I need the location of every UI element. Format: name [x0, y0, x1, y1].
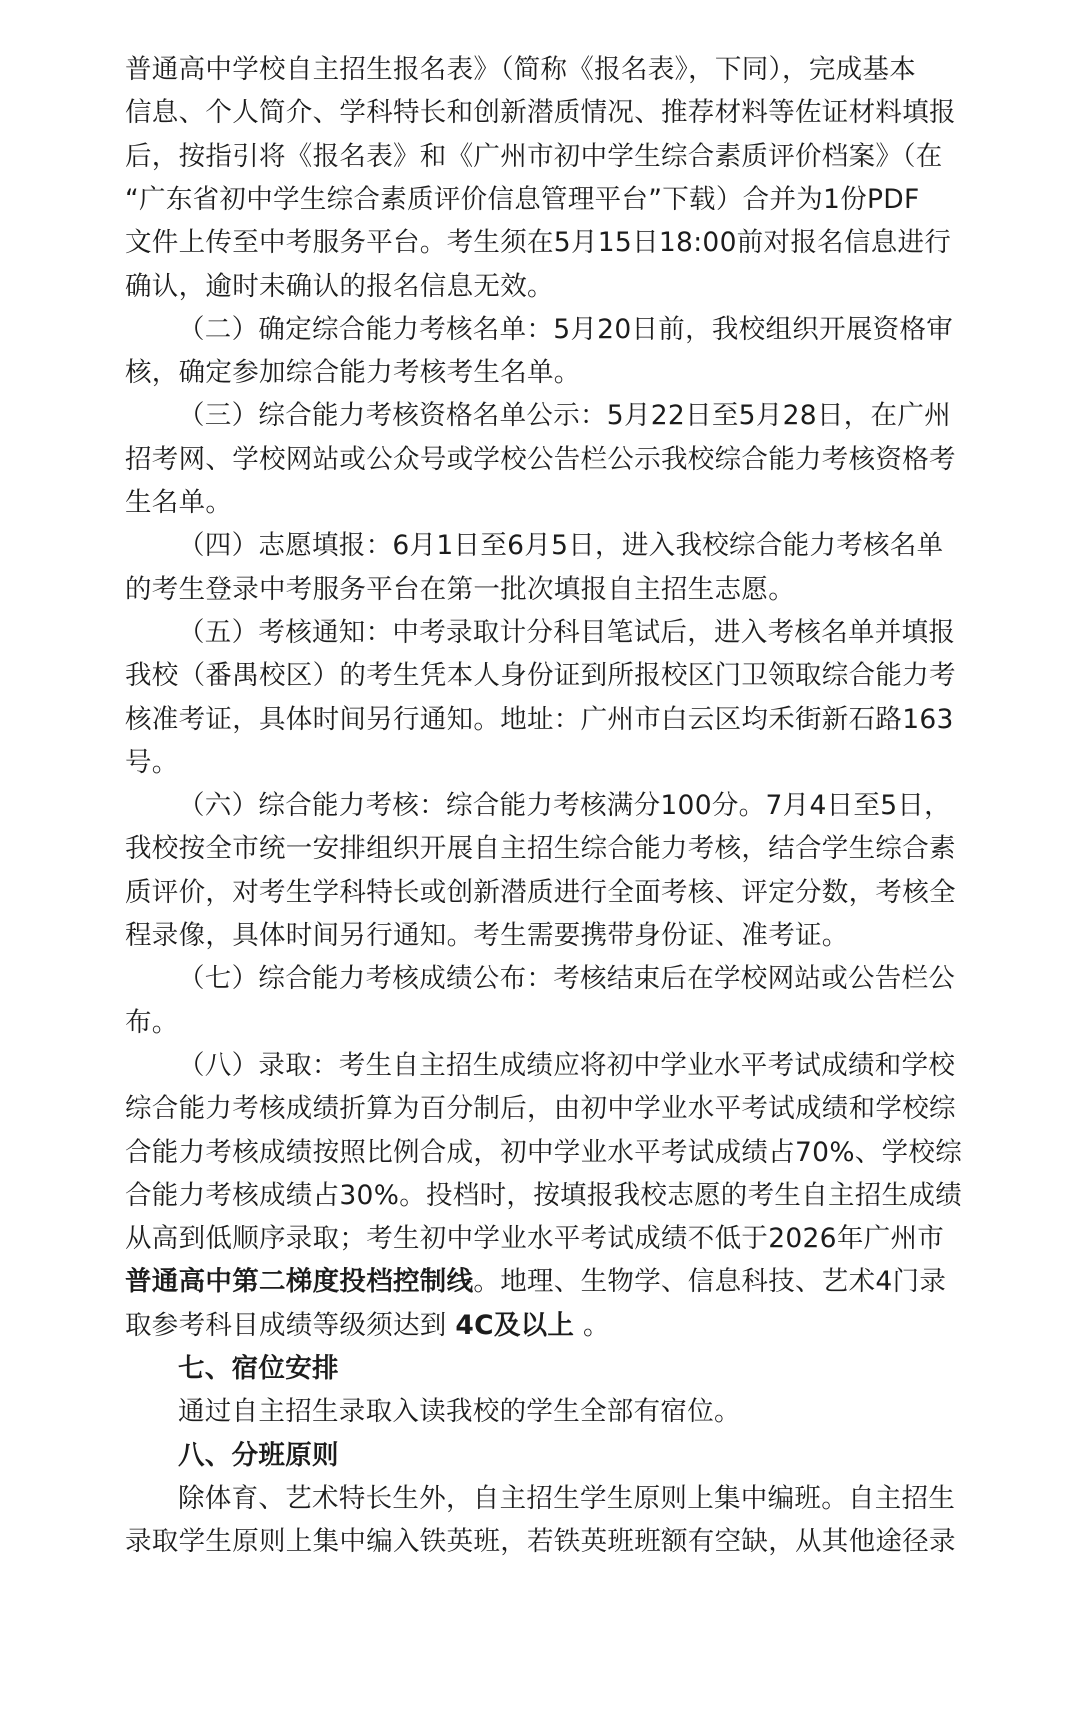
text-line [125, 652, 956, 700]
text-run: 录取学生原则上集中编入铁英班，若铁英班班额有空缺，从其他途径录 [125, 1526, 956, 1558]
text-line [125, 1215, 944, 1263]
text-run: 通过自主招生录取入读我校的学生全部有宿位。 [178, 1396, 741, 1428]
text-line [125, 739, 179, 787]
text-line [125, 263, 554, 311]
text-line [178, 1388, 741, 1436]
text-line [178, 1042, 955, 1090]
text-line [178, 782, 951, 830]
text-run: 生名单。 [125, 487, 233, 518]
text-run: 综合能力考核成绩折算为百分制后，由初中学业水平考试成绩和学校综 [125, 1093, 956, 1125]
text-line [125, 89, 956, 137]
text-run: 后，按指引将《报名表》和《广州市初中学生综合素质评价档案》（在 [125, 140, 943, 172]
section-heading [178, 1345, 339, 1393]
text-line [125, 46, 916, 94]
text-run: 程录像，具体时间另行通知。考生需要携带身份证、准考证。 [125, 920, 849, 951]
text-run: 取参考科目成绩等级须达到 [125, 1309, 456, 1341]
text-line [125, 999, 179, 1047]
text-run: （二）确定综合能力考核名单：5月20日前，我校组织开展资格审 [178, 313, 954, 345]
text-run: 普通高中学校自主招生报名表》（简称《报名表》，下同），完成基本 [125, 54, 917, 85]
text-run: 质评价，对考生学科特长或创新潜质进行全面考核、评定分数，考核全 [125, 876, 956, 908]
text-run: （四）志愿填报：6月1日至6月5日，进入我校综合能力考核名单 [178, 530, 944, 562]
text-line [125, 176, 920, 224]
text-run: （五）考核通知：中考录取计分科目笔试后，进入考核名单并填报 [178, 616, 956, 648]
text-run: 八、分班原则 [178, 1439, 339, 1471]
bold-text: 4C及以上 [455, 1309, 575, 1341]
text-line [125, 1518, 956, 1566]
text-line [125, 133, 943, 181]
text-line [178, 306, 953, 354]
text-line [178, 609, 955, 657]
text-run: （三）综合能力考核资格名单公示：5月22日至5月28日，在广州 [178, 400, 951, 432]
text-line [178, 955, 955, 1003]
text-run: （七）综合能力考核成绩公布：考核结束后在学校网站或公告栏公 [178, 963, 956, 995]
text-run: 号。 [125, 746, 179, 778]
text-line [125, 1129, 962, 1177]
text-run: 我校按全市统一安排组织开展自主招生综合能力考核，结合学生综合素 [125, 833, 956, 865]
text-run: 的考生登录中考服务平台在第一批次填报自主招生志愿。 [125, 573, 795, 605]
text-line [125, 1085, 956, 1133]
text-line [125, 1172, 962, 1220]
text-run: 确认，逾时未确认的报名信息无效。 [125, 270, 554, 302]
text-run: 合能力考核成绩按照比例合成，初中学业水平考试成绩占70%、学校综 [125, 1136, 962, 1168]
text-run: 我校（番禺校区）的考生凭本人身份证到所报校区门卫领取综合能力考 [125, 660, 956, 692]
text-run: 从高到低顺序录取；考生初中学业水平考试成绩不低于2026年广州市 [125, 1223, 945, 1255]
bold-text: 普通高中第二梯度投档控制线 [125, 1266, 474, 1298]
text-line [125, 825, 956, 873]
text-run: “广东省初中学生综合素质评价信息管理平台”下载）合并为1份PDF [125, 183, 920, 215]
text-run: 文件上传至中考服务平台。考生须在5月15日18:00前对报名信息进行 [125, 227, 952, 259]
text-line [125, 436, 956, 484]
text-line [178, 522, 943, 570]
text-line [178, 1475, 955, 1523]
text-line [125, 566, 795, 614]
text-line [125, 479, 232, 527]
text-line [125, 219, 951, 267]
text-run: 信息、个人简介、学科特长和创新潜质情况、推荐材料等佐证材料填报 [125, 97, 956, 129]
text-line [125, 1302, 610, 1350]
text-line [125, 912, 849, 960]
text-line [178, 392, 951, 440]
text-run: 招考网、学校网站或公众号或学校公告栏公示我校综合能力考核资格考 [125, 443, 956, 475]
text-line [125, 1258, 946, 1306]
text-run: 。 [574, 1309, 610, 1341]
text-line [125, 349, 581, 397]
text-run: 合能力考核成绩占30%。投档时，按填报我校志愿的考生自主招生成绩 [125, 1179, 962, 1211]
text-run: （八）录取：考生自主招生成绩应将初中学业水平考试成绩和学校 [178, 1049, 956, 1081]
text-run: 除体育、艺术特长生外，自主招生学生原则上集中编班。自主招生 [178, 1482, 956, 1514]
text-run: （六）综合能力考核：综合能力考核满分100分。7月4日至5日， [178, 790, 951, 822]
section-heading [178, 1432, 339, 1480]
text-run: 。地理、生物学、信息科技、艺术4门录 [473, 1266, 947, 1298]
text-run: 核准考证，具体时间另行通知。地址：广州市白云区均禾街新石路163 [125, 703, 954, 735]
text-run: 布。 [125, 1006, 179, 1038]
text-run: 核，确定参加综合能力考核考生名单。 [125, 357, 581, 389]
text-line [125, 869, 956, 917]
text-line [125, 696, 954, 744]
text-run: 七、宿位安排 [178, 1353, 339, 1384]
